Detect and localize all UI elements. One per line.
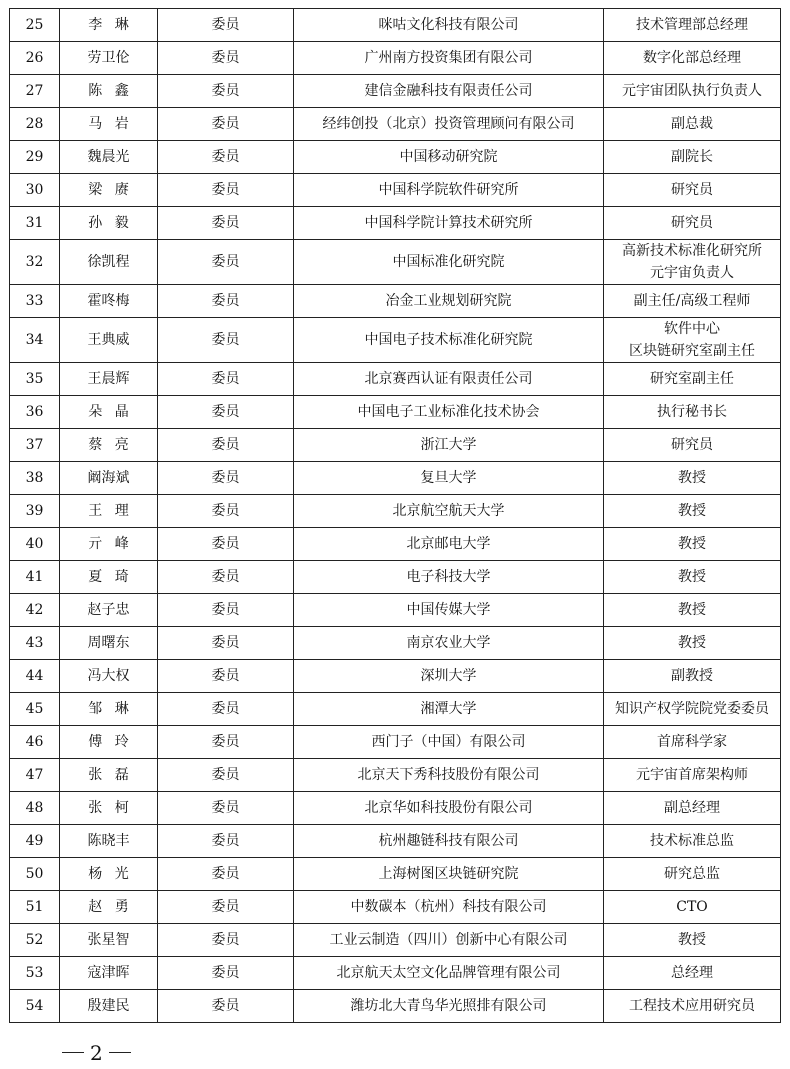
position-cell: 研究室副主任 (604, 363, 781, 396)
member-role-cell: 委员 (158, 891, 294, 924)
member-name-cell: 王晨辉 (60, 363, 158, 396)
member-role-cell: 委员 (158, 726, 294, 759)
row-number-cell: 47 (10, 759, 60, 792)
member-name-cell: 邹琳 (60, 693, 158, 726)
member-role-cell: 委员 (158, 792, 294, 825)
member-role-cell: 委员 (158, 396, 294, 429)
member-role-cell: 委员 (158, 174, 294, 207)
member-name-cell: 阚海斌 (60, 462, 158, 495)
table-row (10, 693, 781, 726)
position-cell: 教授 (604, 924, 781, 957)
position-cell: 教授 (604, 495, 781, 528)
table-row (10, 9, 781, 42)
position-cell: 副院长 (604, 141, 781, 174)
row-number-cell: 32 (10, 240, 60, 285)
member-name-cell: 赵子忠 (60, 594, 158, 627)
member-role-cell: 委员 (158, 9, 294, 42)
row-number-cell: 52 (10, 924, 60, 957)
position-cell (604, 240, 781, 285)
organization-cell: 中数碳本（杭州）科技有限公司 (294, 891, 604, 924)
row-number-cell: 54 (10, 990, 60, 1023)
member-name-cell: 王理 (60, 495, 158, 528)
position-line-2: 区块链研究室副主任 (629, 343, 755, 359)
member-role-cell: 委员 (158, 42, 294, 75)
member-role-cell: 委员 (158, 363, 294, 396)
member-name-cell: 张星智 (60, 924, 158, 957)
member-role-cell: 委员 (158, 462, 294, 495)
organization-cell: 西门子（中国）有限公司 (294, 726, 604, 759)
member-role-cell: 委员 (158, 495, 294, 528)
member-name-cell: 赵勇 (60, 891, 158, 924)
position-cell: 研究总监 (604, 858, 781, 891)
member-name-cell: 孙毅 (60, 207, 158, 240)
row-number-cell: 33 (10, 285, 60, 318)
position-cell: 副教授 (604, 660, 781, 693)
row-number-cell: 38 (10, 462, 60, 495)
member-name-cell: 朵晶 (60, 396, 158, 429)
member-name-cell: 杨光 (60, 858, 158, 891)
table-row (10, 42, 781, 75)
row-number-cell: 37 (10, 429, 60, 462)
row-number-cell: 53 (10, 957, 60, 990)
member-role-cell: 委员 (158, 240, 294, 285)
position-cell: 副主任/高级工程师 (604, 285, 781, 318)
organization-cell: 湘潭大学 (294, 693, 604, 726)
position-cell: 研究员 (604, 207, 781, 240)
member-role-cell: 委员 (158, 207, 294, 240)
member-name-cell: 魏晨光 (60, 141, 158, 174)
member-role-cell: 委员 (158, 141, 294, 174)
member-name-cell: 陈晓丰 (60, 825, 158, 858)
member-role-cell: 委员 (158, 825, 294, 858)
organization-cell: 上海树图区块链研究院 (294, 858, 604, 891)
table-row (10, 825, 781, 858)
organization-cell: 咪咕文化科技有限公司 (294, 9, 604, 42)
organization-cell: 南京农业大学 (294, 627, 604, 660)
member-role-cell: 委员 (158, 108, 294, 141)
member-role-cell: 委员 (158, 594, 294, 627)
row-number-cell: 39 (10, 495, 60, 528)
table-row (10, 75, 781, 108)
position-cell: 元宇宙团队执行负责人 (604, 75, 781, 108)
position-cell: 教授 (604, 594, 781, 627)
row-number-cell: 42 (10, 594, 60, 627)
organization-cell: 经纬创投（北京）投资管理顾问有限公司 (294, 108, 604, 141)
table-row (10, 396, 781, 429)
table-row (10, 285, 781, 318)
position-cell: 副总裁 (604, 108, 781, 141)
position-line-1: 高新技术标准化研究所 (622, 243, 762, 259)
organization-cell: 建信金融科技有限责任公司 (294, 75, 604, 108)
row-number-cell: 49 (10, 825, 60, 858)
member-role-cell: 委员 (158, 693, 294, 726)
position-cell: 技术标准总监 (604, 825, 781, 858)
member-name-cell: 殷建民 (60, 990, 158, 1023)
member-name-cell: 梁赓 (60, 174, 158, 207)
member-name-cell: 马岩 (60, 108, 158, 141)
member-role-cell: 委员 (158, 627, 294, 660)
footer-dash-right (109, 1052, 131, 1053)
organization-cell: 中国科学院软件研究所 (294, 174, 604, 207)
row-number-cell: 28 (10, 108, 60, 141)
member-name-cell: 冯大权 (60, 660, 158, 693)
table-row (10, 363, 781, 396)
member-role-cell: 委员 (158, 429, 294, 462)
row-number-cell: 43 (10, 627, 60, 660)
member-name-cell: 劳卫伦 (60, 42, 158, 75)
position-cell: 副总经理 (604, 792, 781, 825)
member-name-cell: 李琳 (60, 9, 158, 42)
member-role-cell: 委员 (158, 75, 294, 108)
member-role-cell: 委员 (158, 858, 294, 891)
organization-cell: 北京航空航天大学 (294, 495, 604, 528)
row-number-cell: 46 (10, 726, 60, 759)
table-row (10, 207, 781, 240)
position-cell: 教授 (604, 462, 781, 495)
organization-cell: 中国传媒大学 (294, 594, 604, 627)
member-name-cell: 寇津晖 (60, 957, 158, 990)
member-role-cell: 委员 (158, 285, 294, 318)
table-row (10, 792, 781, 825)
member-role-cell: 委员 (158, 528, 294, 561)
organization-cell: 北京赛西认证有限责任公司 (294, 363, 604, 396)
position-cell: 知识产权学院院党委委员 (604, 693, 781, 726)
table-row (10, 660, 781, 693)
position-cell: 首席科学家 (604, 726, 781, 759)
position-cell: 执行秘书长 (604, 396, 781, 429)
member-name-cell: 亓峰 (60, 528, 158, 561)
table-row (10, 108, 781, 141)
table-body (10, 9, 781, 1023)
row-number-cell: 35 (10, 363, 60, 396)
position-line-2: 元宇宙负责人 (650, 265, 734, 281)
organization-cell: 中国电子工业标准化技术协会 (294, 396, 604, 429)
organization-cell: 北京邮电大学 (294, 528, 604, 561)
member-name-cell: 王典威 (60, 318, 158, 363)
member-role-cell: 委员 (158, 957, 294, 990)
position-cell: 教授 (604, 627, 781, 660)
organization-cell: 北京华如科技股份有限公司 (294, 792, 604, 825)
member-name-cell: 夏琦 (60, 561, 158, 594)
table-row (10, 990, 781, 1023)
member-name-cell: 傅玲 (60, 726, 158, 759)
position-cell: 技术管理部总经理 (604, 9, 781, 42)
member-name-cell: 陈鑫 (60, 75, 158, 108)
table-row (10, 141, 781, 174)
position-cell: 研究员 (604, 429, 781, 462)
row-number-cell: 34 (10, 318, 60, 363)
table-row (10, 561, 781, 594)
table-row (10, 240, 781, 285)
row-number-cell: 27 (10, 75, 60, 108)
member-role-cell: 委员 (158, 990, 294, 1023)
row-number-cell: 26 (10, 42, 60, 75)
member-name-cell: 霍咚梅 (60, 285, 158, 318)
member-name-cell: 张磊 (60, 759, 158, 792)
row-number-cell: 48 (10, 792, 60, 825)
row-number-cell: 50 (10, 858, 60, 891)
table-row (10, 594, 781, 627)
position-cell: 研究员 (604, 174, 781, 207)
table-row (10, 759, 781, 792)
table-row (10, 528, 781, 561)
position-cell: 总经理 (604, 957, 781, 990)
member-name-cell: 周曙东 (60, 627, 158, 660)
position-cell: CTO (604, 891, 781, 924)
table-row (10, 318, 781, 363)
member-name-cell: 徐凯程 (60, 240, 158, 285)
table-row (10, 726, 781, 759)
organization-cell: 工业云制造（四川）创新中心有限公司 (294, 924, 604, 957)
member-role-cell: 委员 (158, 561, 294, 594)
organization-cell: 中国电子技术标准化研究院 (294, 318, 604, 363)
table-row (10, 858, 781, 891)
table-row (10, 957, 781, 990)
position-line-1: 软件中心 (664, 321, 720, 337)
organization-cell: 潍坊北大青鸟华光照排有限公司 (294, 990, 604, 1023)
row-number-cell: 25 (10, 9, 60, 42)
position-cell: 元宇宙首席架构师 (604, 759, 781, 792)
member-role-cell: 委员 (158, 924, 294, 957)
organization-cell: 复旦大学 (294, 462, 604, 495)
position-cell: 教授 (604, 561, 781, 594)
organization-cell: 北京天下秀科技股份有限公司 (294, 759, 604, 792)
position-cell: 工程技术应用研究员 (604, 990, 781, 1023)
table-row (10, 174, 781, 207)
footer-dash-left (62, 1052, 84, 1053)
organization-cell: 中国移动研究院 (294, 141, 604, 174)
committee-member-table (9, 8, 781, 1023)
table-row (10, 462, 781, 495)
table-row (10, 429, 781, 462)
position-cell (604, 318, 781, 363)
organization-cell: 广州南方投资集团有限公司 (294, 42, 604, 75)
row-number-cell: 36 (10, 396, 60, 429)
row-number-cell: 29 (10, 141, 60, 174)
member-role-cell: 委员 (158, 318, 294, 363)
member-name-cell: 蔡亮 (60, 429, 158, 462)
organization-cell: 中国标准化研究院 (294, 240, 604, 285)
organization-cell: 电子科技大学 (294, 561, 604, 594)
member-name-cell: 张柯 (60, 792, 158, 825)
position-cell: 教授 (604, 528, 781, 561)
organization-cell: 北京航天太空文化品牌管理有限公司 (294, 957, 604, 990)
table-row (10, 495, 781, 528)
table-row (10, 627, 781, 660)
organization-cell: 冶金工业规划研究院 (294, 285, 604, 318)
organization-cell: 杭州趣链科技有限公司 (294, 825, 604, 858)
organization-cell: 浙江大学 (294, 429, 604, 462)
table-row (10, 924, 781, 957)
member-role-cell: 委员 (158, 660, 294, 693)
position-cell: 数字化部总经理 (604, 42, 781, 75)
row-number-cell: 40 (10, 528, 60, 561)
row-number-cell: 30 (10, 174, 60, 207)
page-footer (56, 1039, 137, 1065)
page-number: 2 (90, 1040, 103, 1065)
row-number-cell: 41 (10, 561, 60, 594)
member-role-cell: 委员 (158, 759, 294, 792)
row-number-cell: 44 (10, 660, 60, 693)
table-row (10, 891, 781, 924)
organization-cell: 中国科学院计算技术研究所 (294, 207, 604, 240)
organization-cell: 深圳大学 (294, 660, 604, 693)
row-number-cell: 45 (10, 693, 60, 726)
row-number-cell: 31 (10, 207, 60, 240)
row-number-cell: 51 (10, 891, 60, 924)
